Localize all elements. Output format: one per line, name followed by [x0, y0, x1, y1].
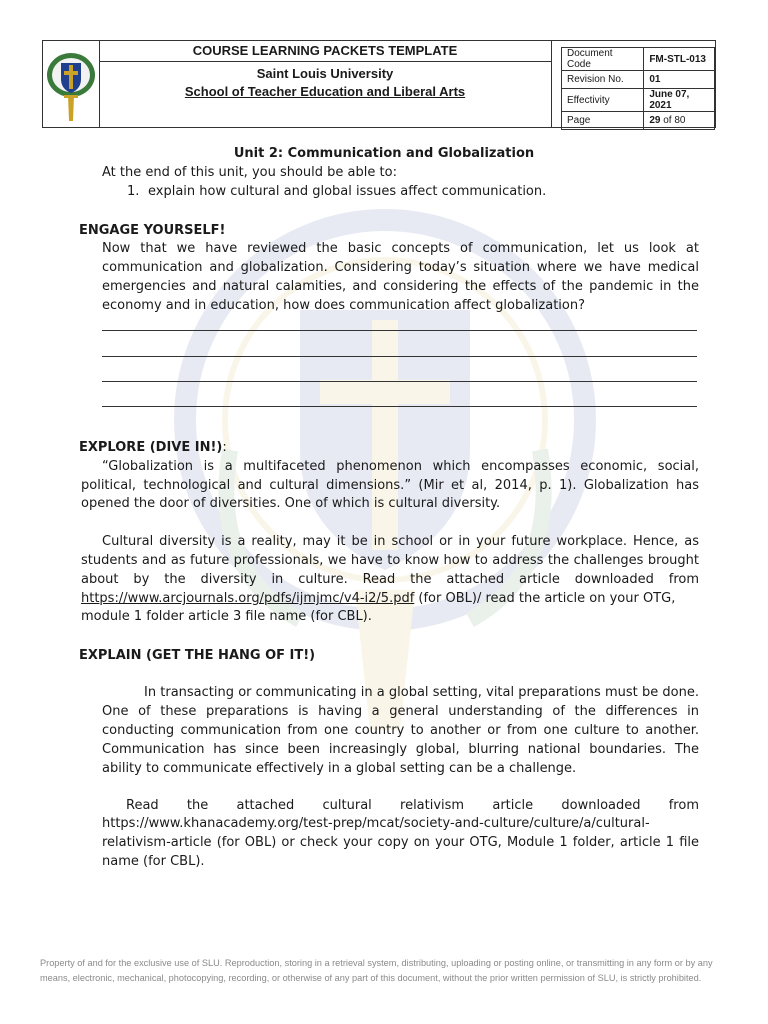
arcjournals-link[interactable]: https://www.arcjournals.org/pdfs/ijmjmc/v4-i2/5.pdf — [81, 591, 415, 606]
explain-line: name (for CBL). — [102, 854, 205, 869]
explore-line: module 1 folder article 3 file name (for CBL). — [81, 609, 372, 624]
title-cell — [99, 41, 552, 127]
explain-line: conducting communication from one country to another or from one culture to another. — [102, 723, 699, 738]
meta-value: 01 — [644, 71, 715, 89]
engage-line: Now that we have reviewed the basic concepts of communication, let us look at — [102, 241, 699, 256]
meta-value: FM-STL-013 — [644, 48, 715, 71]
logo-cell — [43, 41, 100, 127]
khanacademy-url: https://www.khanacademy.org/test-prep/mcat/society-and-culture/culture/a/cultural- — [102, 816, 650, 831]
meta-row — [562, 48, 715, 71]
explain-line: Read the attached cultural relativism article downloaded from — [126, 798, 699, 813]
unit-title: Unit 2: Communication and Globalization — [233, 146, 535, 161]
explore-line: “Globalization is a multifaceted phenomenon which encompasses economic, social, — [102, 459, 699, 474]
explore-heading — [79, 438, 227, 457]
school-name: School of Teacher Education and Liberal Arts — [184, 84, 466, 99]
explore-line: opened the door of diversities. One of which is cultural diversity. — [81, 496, 501, 511]
page-total: of 80 — [660, 115, 686, 126]
explore-line: Cultural diversity is a reality, may it be in school or in your future workplace. Hence, as — [102, 534, 699, 549]
meta-label: Effectivity — [562, 89, 644, 112]
explain-line: In transacting or communicating in a global setting, vital preparations must be done. — [144, 685, 699, 700]
explore-link-line — [81, 589, 675, 608]
document-meta-table — [561, 47, 715, 130]
footer-line: means, electronic, mechanical, photocopying, recording, or otherwise of any part of this document, without the prior written permission of SLU, is strictly prohibited. — [40, 973, 702, 983]
university-name: Saint Louis University — [256, 66, 394, 81]
explore-line: students and as future professionals, we have to know how to address the challenges brought — [81, 553, 699, 568]
engage-line: economy and in education, how does communication affect globalization? — [102, 298, 586, 313]
objective-number: 1. — [127, 184, 140, 199]
explain-line: Communication has since been increasingly global, blurring national boundaries. The — [102, 742, 699, 757]
meta-value — [644, 112, 715, 130]
answer-line — [102, 330, 697, 331]
meta-row — [562, 71, 715, 89]
explore-heading-text: EXPLORE (DIVE IN!) — [79, 440, 223, 455]
copyright-footer — [40, 956, 730, 986]
objective-text: explain how cultural and global issues affect communication. — [148, 184, 547, 199]
meta-label: Revision No. — [562, 71, 644, 89]
explore-line: about by the diversity in culture. Read the attached article downloaded from — [81, 572, 699, 587]
page-number: 29 — [649, 115, 661, 126]
footer-line: Property of and for the exclusive use of SLU. Reproduction, storing in a retrieval system, distributing, uploading or posting online, or transmitting in any form or by any — [40, 958, 713, 968]
explore-line: political, technological and cultural dimensions.” (Mir et al, 2014, p. 1). Globalization has — [81, 478, 699, 493]
answer-line — [102, 356, 697, 357]
explain-line: One of these preparations is having a general understanding of the differences in — [102, 704, 699, 719]
answer-line — [102, 381, 697, 382]
meta-row — [562, 112, 715, 130]
meta-row — [562, 89, 715, 112]
meta-label: Page — [562, 112, 644, 130]
meta-value: June 07, 2021 — [644, 89, 715, 112]
engage-line: emergencies and natural calamities, and considering the effects of the pandemic in the — [102, 279, 699, 294]
template-title: COURSE LEARNING PACKETS TEMPLATE — [99, 41, 551, 62]
explain-heading: EXPLAIN (GET THE HANG OF IT!) — [79, 648, 316, 663]
slu-logo-icon — [43, 41, 99, 127]
explain-line: relativism-article (for OBL) or check your copy on your OTG, Module 1 folder, article 1 file — [102, 835, 699, 850]
explore-heading-colon: : — [222, 440, 227, 455]
unit-intro: At the end of this unit, you should be able to: — [102, 165, 397, 180]
answer-line — [102, 406, 697, 407]
engage-line: communication and globalization. Considering today’s situation where we have medical — [102, 260, 699, 275]
explore-link-suffix: (for OBL)/ read the article on your OTG, — [414, 591, 676, 606]
explain-line: ability to communicate effectively in a global setting can be a challenge. — [102, 761, 577, 776]
meta-label: Document Code — [562, 48, 644, 71]
document-header — [42, 40, 716, 128]
engage-heading: ENGAGE YOURSELF! — [79, 223, 226, 238]
